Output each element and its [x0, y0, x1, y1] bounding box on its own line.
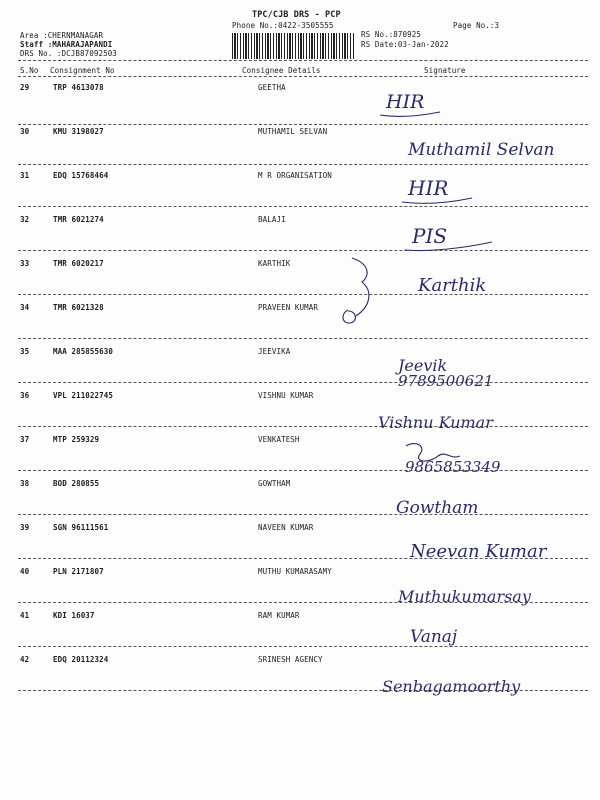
row-consignee: KARTHIK [258, 259, 291, 268]
row-consignment: TMR 6020217 [53, 259, 104, 268]
signature-row-38 [396, 498, 478, 518]
table-row [0, 479, 600, 499]
table-row [0, 83, 600, 103]
row-sno: 33 [20, 259, 30, 268]
row-consignment: TMR 6021328 [53, 303, 104, 312]
rs-date: RS Date:03-Jan-2022 [361, 40, 449, 49]
row-consignment: EDQ 15768464 [53, 171, 109, 180]
header-divider [18, 60, 588, 61]
row-sno: 41 [20, 611, 30, 620]
row-divider [18, 382, 588, 383]
row-consignee: VISHNU KUMAR [258, 391, 314, 400]
row-consignment: MAA 285855630 [53, 347, 113, 356]
row-divider [18, 206, 588, 207]
table-row [0, 347, 600, 367]
row-consignment: TRP 4613078 [53, 83, 104, 92]
column-header-sno: S.No [20, 66, 39, 75]
row-consignment: EDQ 20112324 [53, 655, 109, 664]
table-row [0, 391, 600, 411]
svg-text:Vishnu Kumar: Vishnu Kumar [378, 413, 493, 432]
row-consignment: SGN 96111561 [53, 523, 109, 532]
table-row [0, 523, 600, 543]
column-header-signature: Signature [424, 66, 466, 75]
row-sno: 35 [20, 347, 30, 356]
svg-text:PIS: PIS [412, 224, 448, 248]
table-row [0, 435, 600, 455]
signature-row-42 [382, 677, 521, 696]
drs-number: DRS No. :DCJB87092503 [20, 49, 117, 58]
phone-number: Phone No.:0422-3505555 [232, 21, 334, 30]
row-consignee: MUTHAMIL SELVAN [258, 127, 328, 136]
row-consignee: M R ORGANISATION [258, 171, 332, 180]
row-consignee: GOWTHAM [258, 479, 291, 488]
table-row [0, 127, 600, 147]
svg-text:9789500621: 9789500621 [398, 372, 494, 390]
table-row [0, 611, 600, 631]
signature-row-36 [378, 413, 494, 432]
page-number: Page No.:3 [453, 21, 500, 30]
table-row [0, 567, 600, 587]
row-divider [18, 470, 588, 471]
column-header-consignee: Consignee Details [242, 66, 321, 75]
row-consignee: GEETHA [258, 83, 286, 92]
row-divider [18, 338, 588, 339]
row-consignment: PLN 2171807 [53, 567, 104, 576]
row-sno: 31 [20, 171, 30, 180]
svg-text:Karthik: Karthik [418, 275, 487, 296]
row-divider [18, 124, 588, 125]
column-header-consignment: Consignment No [50, 66, 115, 75]
row-sno: 29 [20, 83, 30, 92]
svg-text:Muthukumarsay: Muthukumarsay [398, 587, 531, 606]
row-consignee: VENKATESH [258, 435, 300, 444]
table-row [0, 215, 600, 235]
signature-row-40 [397, 587, 532, 606]
row-consignment: KDI 16037 [53, 611, 95, 620]
row-sno: 37 [20, 435, 30, 444]
barcode [232, 33, 354, 59]
svg-text:HIR: HIR [408, 176, 449, 200]
row-divider [18, 164, 588, 165]
column-header-divider [18, 76, 588, 77]
row-sno: 34 [20, 303, 30, 312]
svg-text:Gowtham: Gowtham [396, 498, 479, 518]
svg-text:Neevan Kumar: Neevan Kumar [410, 541, 547, 562]
row-divider [18, 602, 588, 603]
row-consignee: RAM KUMAR [258, 611, 300, 620]
row-divider [18, 426, 588, 427]
row-sno: 42 [20, 655, 30, 664]
row-divider [18, 558, 588, 559]
staff-label: Staff :MAHARAJAPANDI [20, 40, 113, 49]
svg-text:HIR: HIR [386, 91, 425, 113]
svg-text:Muthamil Selvan: Muthamil Selvan [408, 140, 555, 160]
row-divider [18, 646, 588, 647]
table-row [0, 171, 600, 191]
area-label: Area :CHERNMANAGAR [20, 31, 104, 40]
document-title: TPC/CJB DRS - PCP [252, 10, 341, 20]
row-divider [18, 690, 588, 691]
svg-text:Senbagamoorthy: Senbagamoorthy [382, 677, 521, 696]
row-consignment: MTP 259329 [53, 435, 100, 444]
row-consignment: VPL 211022745 [53, 391, 113, 400]
row-sno: 30 [20, 127, 30, 136]
table-row [0, 655, 600, 675]
row-sno: 39 [20, 523, 30, 532]
rs-number: RS No.:870925 [361, 30, 421, 39]
row-sno: 36 [20, 391, 30, 400]
row-divider [18, 294, 588, 295]
row-sno: 40 [20, 567, 30, 576]
row-consignee: JEEVIKA [258, 347, 291, 356]
row-sno: 32 [20, 215, 30, 224]
row-divider [18, 250, 588, 251]
row-sno: 38 [20, 479, 30, 488]
table-row [0, 303, 600, 323]
svg-text:Jeevik: Jeevik [398, 356, 448, 375]
row-consignee: NAVEEN KUMAR [258, 523, 314, 532]
row-consignee: BALAJI [258, 215, 286, 224]
row-consignment: TMR 6021274 [53, 215, 104, 224]
row-consignment: KMU 3198027 [53, 127, 104, 136]
row-divider [18, 514, 588, 515]
svg-text:Vanaj: Vanaj [410, 627, 458, 647]
svg-text:9865853349: 9865853349 [405, 458, 501, 476]
row-consignee: MUTHU KUMARASAMY [258, 567, 332, 576]
row-consignment: BOD 280855 [53, 479, 100, 488]
row-consignee: PRAVEEN KUMAR [258, 303, 318, 312]
row-consignee: SRINESH AGENCY [258, 655, 323, 664]
table-row [0, 259, 600, 279]
